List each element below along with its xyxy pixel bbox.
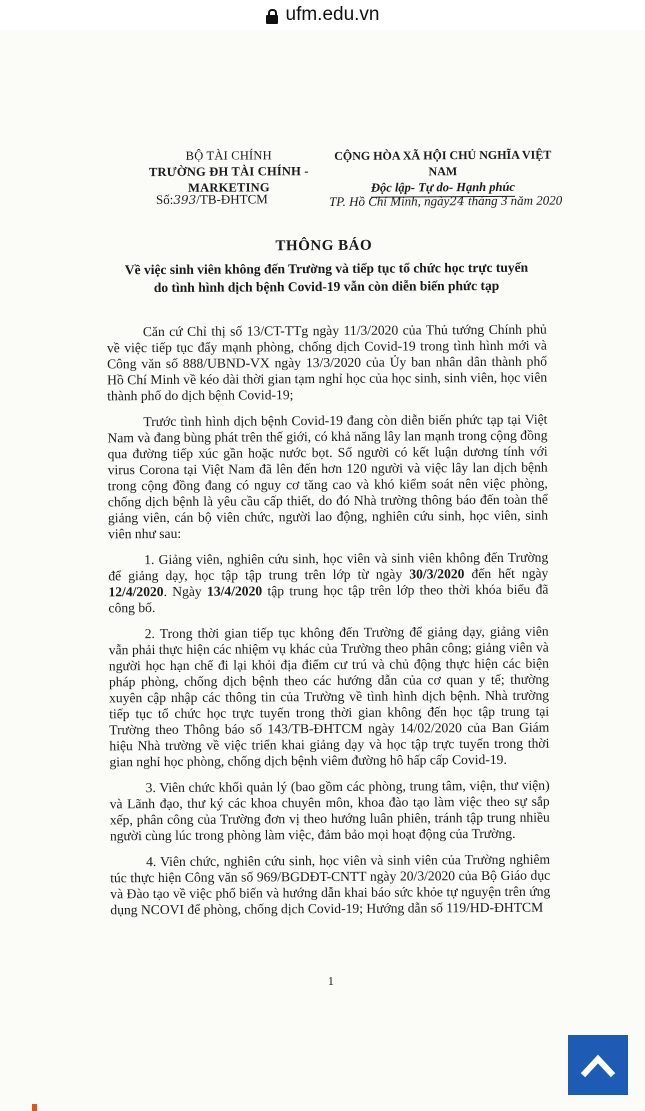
document-content xyxy=(0,28,645,1111)
notice-title: THÔNG BÁO xyxy=(275,237,373,255)
lock-icon xyxy=(266,9,278,24)
motto: Độc lập- Tự do- Hạnh phúc xyxy=(371,179,515,198)
paragraph-item-1: 1. Giảng viên, nghiên cứu sinh, học viên và sinh viên không đến Trường để giảng dạy, học tập tập trung trên lớp từ ngày 30/3/2020 đến hết ngày 12/4/2020. Ngày 13/4/2020 tập trung học tập trên lớp theo thời khóa biểu đã công bố. xyxy=(108,549,549,616)
notice-subject xyxy=(111,259,541,298)
paragraph-item-4: 4. Viên chức, nghiên cứu sinh, học viên và sinh viên của Trường nghiêm túc thực hiện Công văn số 969/BGDĐT-CNTT ngày 20/3/2020 của Bộ Giáo dục và Đào tạo về việc phổ biến và hướng dẫn khai báo sức khỏe tự nguyện trên ứng dụng NCOVI để phòng, chống dịch Covid-19; Hướng dẫn số 119/HD-ĐHTCM xyxy=(110,851,551,918)
url-text: ufm.edu.vn xyxy=(285,4,380,25)
ref-suffix: /TB-ĐHTCM xyxy=(196,191,268,207)
browser-address-bar[interactable] xyxy=(0,0,645,30)
subject-line-2: do tình hình dịch bệnh Covid-19 vẫn còn diễn biến phức tạp xyxy=(153,277,500,296)
paragraph-item-2: 2. Trong thời gian tiếp tục không đến Trường để giảng dạy, giảng viên vẫn phải thực hiện các nhiệm vụ khác của Trường theo phân công; giảng viên và người học hạn chế đi lại khỏi địa điểm cư trú và chủ động thực hiện các biện pháp phòng, chống dịch bệnh theo các hướng dẫn của cơ quan y tế; thường xuyên cập nhập các thông tin của Trường về tình hình dịch bệnh. Nhà trường tiếp tục tổ chức học trực tuyến trong thời gian không đến học tập trung tại Trường theo Thông báo số 143/TB-ĐHTCM ngày 14/02/2020 của Ban Giám hiệu Nhà trường về việc triển khai giảng dạy và học tập trực tuyến trong thời gian nghỉ học phòng, chống dịch bệnh viêm đường hô hấp cấp Covid-19. xyxy=(108,623,550,770)
date-from: 30/3/2020 xyxy=(409,566,465,582)
country-name: CỘNG HÒA XÃ HỘI CHỦ NGHĨA VIỆT NAM xyxy=(334,147,552,179)
date-to: 12/4/2020 xyxy=(108,583,164,600)
date-return: 13/4/2020 xyxy=(206,583,263,599)
date-suffix: tháng 3 năm 2020 xyxy=(467,192,563,209)
issue-date xyxy=(329,193,562,210)
document-page xyxy=(0,30,645,1111)
paragraph-situation: Trước tình hình dịch bệnh Covid-19 đang còn diễn biến phức tạp tại Việt Nam và đang bùng phát trên thế giới, có khả năng lây lan mạnh trong cộng đồng qua đường tiếp xúc gần hoặc nước bọt. Số người có kết luận dương tính với virus Corona tại Việt Nam đã lên đến hơn 120 người và việc lây lan dịch bệnh trong cộng đồng đang có nguy cơ tăng cao và khó kiểm soát nên việc phòng, chống dịch bệnh là yêu cầu cấp thiết, do đó Nhà trường thông báo đến toàn thể giảng viên, cán bộ viên chức, người lao động, nghiên cứu sinh, học viên, sinh viên như sau: xyxy=(107,411,549,542)
reference-number xyxy=(156,191,268,208)
notice-body xyxy=(107,322,551,929)
issuing-agency-block xyxy=(109,147,349,196)
date-day-handwritten: 24 xyxy=(449,194,465,209)
ref-prefix: Số: xyxy=(155,191,174,208)
paragraph-legal-basis: Căn cứ Chỉ thị số 13/CT-TTg ngày 11/3/2020 của Thủ tướng Chính phủ về việc tiếp tục đẩy mạnh phòng, chống dịch Covid-19 trong tình hình mới và Công văn số 888/UBND-VX ngày 13/3/2020 của Ủy ban nhân dân thành phố Hồ Chí Minh về kéo dài thời gian tạm nghỉ học của học sinh, sinh viên, học viên thành phố do dịch bệnh Covid-19; xyxy=(106,321,548,404)
date-prefix: TP. Hồ Chí Minh, ngày xyxy=(329,193,450,209)
university-name: TRƯỜNG ĐH TÀI CHÍNH - MARKETING xyxy=(148,164,309,195)
ref-number-handwritten: 393 xyxy=(173,192,197,207)
page-number: 1 xyxy=(327,973,334,988)
edge-mark xyxy=(32,1104,37,1111)
ministry-name: BỘ TÀI CHÍNH xyxy=(185,148,272,163)
national-motto-block xyxy=(323,147,563,198)
scroll-to-top-button[interactable] xyxy=(568,1035,628,1095)
arrow-up-icon xyxy=(568,1035,628,1095)
subject-line-1: Về việc sinh viên không đến Trường và tiếp tục tổ chức học trực tuyến xyxy=(124,259,529,278)
paragraph-item-3: 3. Viên chức khối quản lý (bao gồm các phòng, trung tâm, viện, thư viện) và Lãnh đạo, thư ký các khoa chuyên môn, khoa đào tạo làm việc theo sự sắp xếp, phân công của Trường đơn vị theo hướng luân phiên, tránh tập trung nhiều người cùng lúc trong phòng làm việc, đảm bảo mọi hoạt động của Trường. xyxy=(109,777,550,844)
